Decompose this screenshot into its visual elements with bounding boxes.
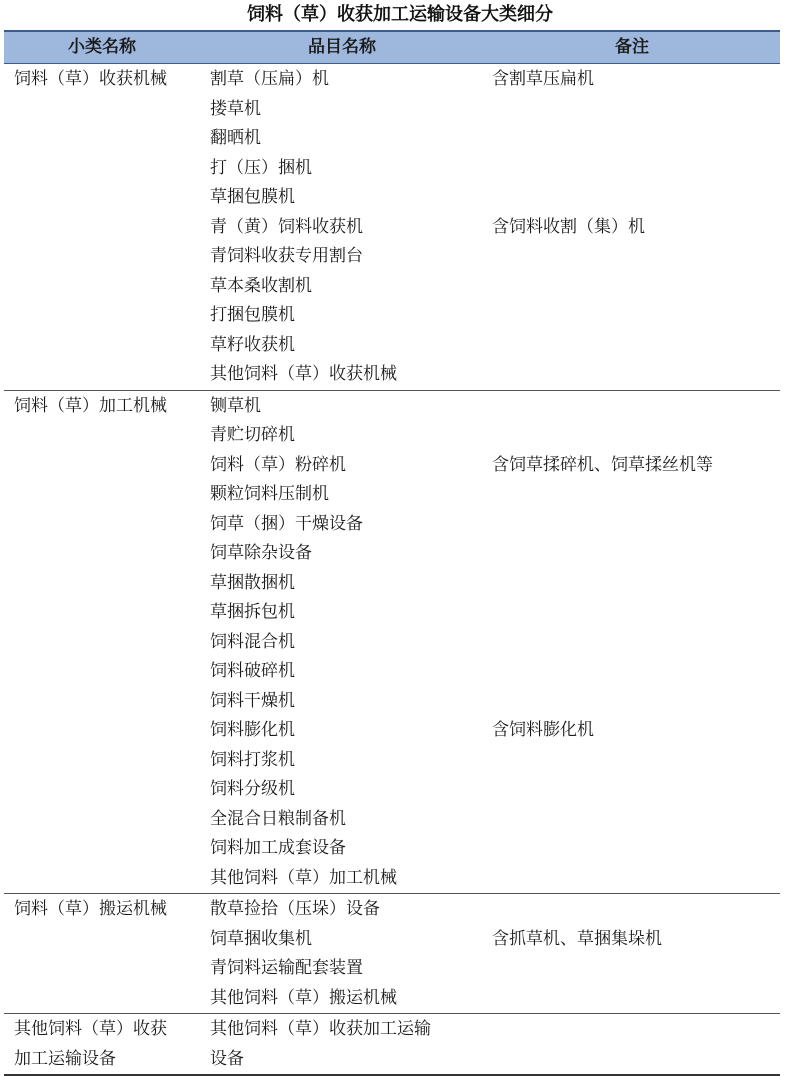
category-line: 加工运输设备 — [14, 1048, 116, 1069]
table-row — [200, 392, 780, 422]
item-note — [484, 984, 780, 1014]
item-name: 饲料加工成套设备 — [210, 838, 346, 858]
item-note — [484, 242, 780, 272]
item-list — [200, 391, 780, 894]
category-line: 其他饲料（草）收获 — [14, 1019, 167, 1039]
item-name: 草捆包膜机 — [210, 187, 295, 207]
item-name: 其他饲料（草）收获机械 — [210, 364, 397, 384]
item-name: 其他饲料（草）搬运机械 — [210, 987, 397, 1008]
item-note — [484, 539, 780, 569]
item-name: 全混合日粮制备机 — [210, 808, 346, 829]
item-note — [484, 687, 780, 717]
item-note — [484, 183, 780, 213]
category-group — [4, 1014, 780, 1076]
table-row — [200, 360, 780, 390]
category-group — [4, 391, 780, 895]
item-note: 含抓草机、草捆集垛机 — [492, 928, 662, 949]
table-row — [200, 657, 780, 687]
table-row — [200, 775, 780, 805]
item-note — [484, 154, 780, 184]
table-row — [200, 895, 780, 925]
category-cell — [4, 1014, 200, 1074]
item-list — [200, 894, 780, 1013]
item-note — [484, 480, 780, 510]
item-note — [484, 510, 780, 540]
item-name: 青饲料运输配套装置 — [210, 958, 363, 978]
table-row — [200, 1045, 780, 1075]
item-note — [484, 392, 780, 422]
item-note — [484, 1015, 780, 1045]
item-name: 草捆散捆机 — [210, 572, 295, 593]
item-name: 草捆拆包机 — [210, 602, 295, 622]
item-note — [484, 421, 780, 451]
item-name: 饲料混合机 — [210, 631, 295, 652]
category-name: 饲料（草）加工机械 — [14, 395, 167, 416]
item-name: 饲料膨化机 — [210, 720, 295, 740]
item-name: 青贮切碎机 — [210, 425, 295, 445]
item-name: 饲料（草）粉碎机 — [210, 454, 346, 475]
item-name: 颗粒饲料压制机 — [210, 484, 329, 504]
table-body — [4, 64, 780, 1076]
classification-table — [4, 30, 780, 1076]
category-group — [4, 64, 780, 391]
item-note — [484, 954, 780, 984]
item-note — [484, 272, 780, 302]
item-note — [484, 124, 780, 154]
header-note: 备注 — [615, 37, 649, 57]
table-row — [200, 331, 780, 361]
item-name: 打（压）捆机 — [210, 157, 312, 178]
item-name: 搂草机 — [210, 98, 261, 119]
item-note — [484, 628, 780, 658]
item-list — [200, 64, 780, 390]
table-row — [200, 451, 780, 481]
item-name: 青（黄）饲料收获机 — [210, 216, 363, 237]
item-name: 其他饲料（草）收获加工运输 — [210, 1019, 431, 1039]
table-row — [200, 272, 780, 302]
table-row — [200, 628, 780, 658]
table-row — [200, 213, 780, 243]
item-name: 散草捡拾（压垛）设备 — [210, 899, 380, 919]
table-row — [200, 301, 780, 331]
table-row — [200, 510, 780, 540]
item-note — [484, 864, 780, 894]
item-name: 草本桑收割机 — [210, 275, 312, 296]
table-row — [200, 746, 780, 776]
item-note — [484, 746, 780, 776]
table-row — [200, 539, 780, 569]
table-row — [200, 65, 780, 95]
item-note — [484, 1045, 780, 1075]
item-note: 含饲草揉碎机、饲草揉丝机等 — [492, 454, 713, 475]
item-name: 饲草除杂设备 — [210, 543, 312, 563]
table-header — [4, 30, 780, 64]
item-name: 饲料分级机 — [210, 779, 295, 799]
table-row — [200, 1015, 780, 1045]
item-note — [484, 331, 780, 361]
table-row — [200, 925, 780, 955]
table-row — [200, 95, 780, 125]
category-cell — [4, 391, 200, 894]
category-name: 饲料（草）搬运机械 — [14, 899, 167, 919]
table-row — [200, 805, 780, 835]
table-row — [200, 716, 780, 746]
table-row — [200, 183, 780, 213]
header-category: 小类名称 — [68, 37, 136, 57]
item-note — [484, 805, 780, 835]
table-row — [200, 834, 780, 864]
item-name: 青饲料收获专用割台 — [210, 246, 363, 266]
item-name: 饲料破碎机 — [210, 661, 295, 681]
item-note — [484, 95, 780, 125]
item-name: 铡草机 — [210, 395, 261, 416]
table-row — [200, 154, 780, 184]
item-name: 饲草（捆）干燥设备 — [210, 513, 363, 534]
item-name: 饲料打浆机 — [210, 749, 295, 770]
item-note — [484, 657, 780, 687]
item-note: 含饲料收割（集）机 — [492, 216, 645, 237]
item-list — [200, 1014, 780, 1074]
table-row — [200, 569, 780, 599]
table-row — [200, 598, 780, 628]
item-name: 饲草捆收集机 — [210, 928, 312, 949]
category-cell — [4, 894, 200, 1013]
item-note: 含饲料膨化机 — [492, 720, 594, 740]
item-name: 打捆包膜机 — [210, 305, 295, 325]
table-row — [200, 421, 780, 451]
table-row — [200, 687, 780, 717]
item-note — [484, 569, 780, 599]
table-title: 饲料（草）收获加工运输设备大类细分 — [247, 4, 553, 25]
table-row — [200, 984, 780, 1014]
table-row — [200, 242, 780, 272]
item-name: 割草（压扁）机 — [210, 69, 329, 89]
item-note — [484, 301, 780, 331]
table-row — [200, 480, 780, 510]
table-row — [200, 954, 780, 984]
item-note — [484, 775, 780, 805]
item-note — [484, 895, 780, 925]
item-name: 草籽收获机 — [210, 334, 295, 355]
item-name: 其他饲料（草）加工机械 — [210, 867, 397, 888]
item-name: 设备 — [210, 1048, 244, 1069]
table-row — [200, 864, 780, 894]
category-group — [4, 894, 780, 1014]
item-note: 含割草压扁机 — [492, 69, 594, 89]
item-name: 饲料干燥机 — [210, 690, 295, 711]
item-name: 翻晒机 — [210, 128, 261, 148]
item-note — [484, 834, 780, 864]
table-row — [200, 124, 780, 154]
header-item: 品目名称 — [308, 37, 376, 57]
category-cell — [4, 64, 200, 390]
category-name: 饲料（草）收获机械 — [14, 69, 167, 89]
item-note — [484, 360, 780, 390]
item-note — [484, 598, 780, 628]
